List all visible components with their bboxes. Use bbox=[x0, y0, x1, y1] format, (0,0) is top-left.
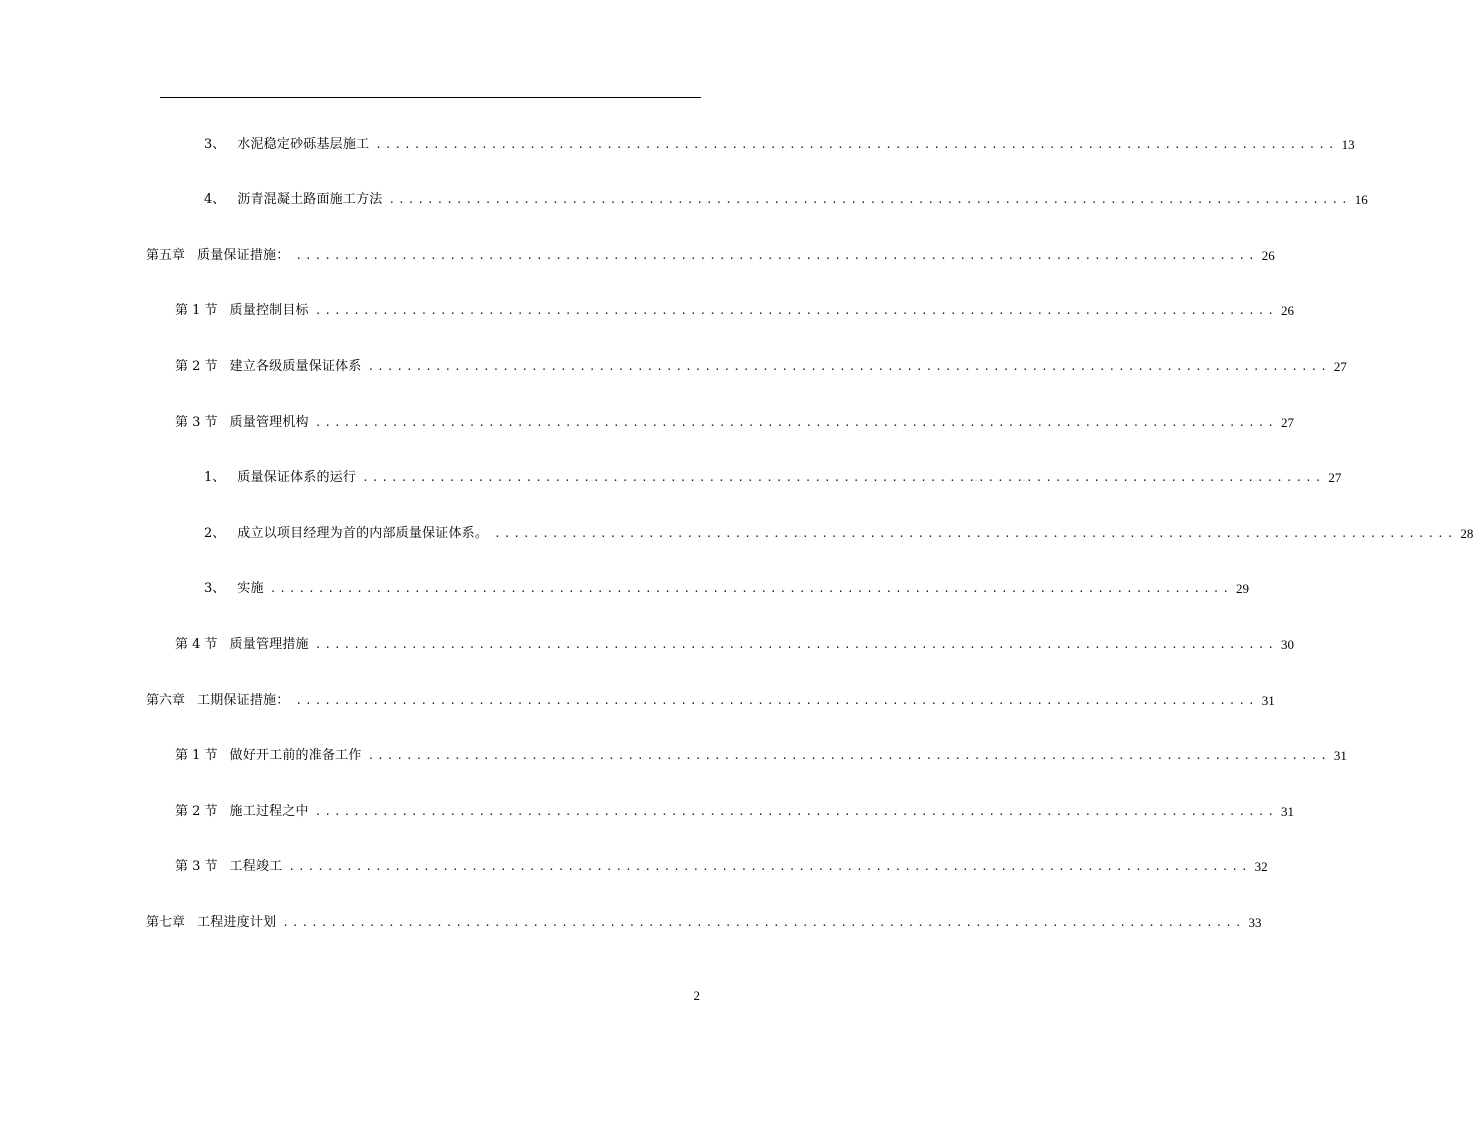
toc-dot-leader: .................................................................................................... bbox=[362, 471, 1325, 484]
toc-entry-number: 第 2 节 bbox=[175, 359, 218, 374]
toc-entry-number: 4、 bbox=[204, 192, 226, 207]
toc-entry-title: 实施 bbox=[237, 581, 264, 596]
toc-entry[interactable] bbox=[204, 579, 1249, 599]
toc-dot-leader: .................................................................................................... bbox=[269, 582, 1232, 595]
toc-entry-page: 31 bbox=[1261, 693, 1275, 708]
toc-dot-leader: .................................................................................................... bbox=[295, 249, 1258, 262]
toc-entry-number: 第 1 节 bbox=[175, 748, 218, 763]
toc-entry-title: 工期保证措施： bbox=[197, 693, 290, 708]
toc-entry-page: 27 bbox=[1281, 415, 1295, 430]
toc-entry-number: 第六章 bbox=[146, 693, 186, 708]
toc-entry-page: 29 bbox=[1235, 581, 1249, 596]
toc-entry[interactable] bbox=[175, 413, 1295, 433]
toc-entry-title: 质量保证措施： bbox=[197, 248, 290, 263]
page-number: 2 bbox=[693, 988, 700, 1003]
toc-entry-title: 工程进度计划 bbox=[197, 915, 277, 930]
toc-entry[interactable] bbox=[146, 691, 1275, 711]
toc-dot-leader: .................................................................................................... bbox=[314, 638, 1278, 651]
toc-entry-title: 水泥稳定砂砾基层施工 bbox=[237, 137, 370, 152]
toc-entry-title: 沥青混凝土路面施工方法 bbox=[237, 192, 383, 207]
toc-entry-title: 质量控制目标 bbox=[229, 303, 309, 318]
toc-entry-page: 31 bbox=[1281, 804, 1295, 819]
toc-entry-page: 28 bbox=[1460, 526, 1473, 541]
toc-entry-page: 33 bbox=[1248, 915, 1262, 930]
toc-entry-page: 27 bbox=[1328, 470, 1342, 485]
toc-entry-title: 质量管理措施 bbox=[229, 637, 309, 652]
toc-dot-leader: .................................................................................................... bbox=[388, 193, 1351, 206]
toc-dot-leader: .................................................................................................... bbox=[375, 138, 1338, 151]
toc-dot-leader: .................................................................................................... bbox=[494, 527, 1457, 540]
toc-entry-page: 32 bbox=[1254, 859, 1268, 874]
toc-entry-number: 第 4 节 bbox=[175, 637, 218, 652]
toc-entry-page: 26 bbox=[1281, 303, 1295, 318]
toc-entry[interactable] bbox=[175, 802, 1295, 822]
toc-entry-page: 31 bbox=[1333, 748, 1347, 763]
toc-entry[interactable] bbox=[204, 524, 1473, 544]
toc-entry-title: 质量保证体系的运行 bbox=[237, 470, 357, 485]
toc-entry-number: 第 3 节 bbox=[175, 859, 218, 874]
toc-entry[interactable] bbox=[175, 357, 1347, 377]
toc-entry-title: 施工过程之中 bbox=[229, 804, 309, 819]
toc-entry[interactable] bbox=[204, 190, 1368, 210]
toc-entry-title: 工程竣工 bbox=[229, 859, 283, 874]
toc-entry[interactable] bbox=[175, 857, 1268, 877]
toc-entry-number: 3、 bbox=[204, 581, 226, 596]
toc-entry[interactable] bbox=[175, 301, 1295, 321]
toc-dot-leader: .................................................................................................... bbox=[295, 694, 1258, 707]
toc-dot-leader: .................................................................................................... bbox=[314, 304, 1278, 317]
toc-entry-page: 13 bbox=[1341, 137, 1355, 152]
toc-entry-number: 第 1 节 bbox=[175, 303, 218, 318]
toc-entry-page: 30 bbox=[1281, 637, 1295, 652]
toc-dot-leader: .................................................................................................... bbox=[282, 916, 1245, 929]
toc-entry[interactable] bbox=[204, 135, 1355, 155]
toc-entry-number: 3、 bbox=[204, 137, 226, 152]
toc-entry-title: 成立以项目经理为首的内部质量保证体系。 bbox=[237, 526, 489, 541]
toc-entry[interactable] bbox=[204, 468, 1342, 488]
toc-dot-leader: .................................................................................................... bbox=[367, 749, 1330, 762]
toc-entry-title: 建立各级质量保证体系 bbox=[229, 359, 362, 374]
toc-dot-leader: .................................................................................................... bbox=[314, 805, 1278, 818]
toc-entry-number: 2、 bbox=[204, 526, 226, 541]
toc-entry-page: 27 bbox=[1333, 359, 1347, 374]
toc-entry-number: 第 2 节 bbox=[175, 804, 218, 819]
toc-dot-leader: .................................................................................................... bbox=[314, 416, 1278, 429]
toc-entry-number: 第七章 bbox=[146, 915, 186, 930]
toc-entry[interactable] bbox=[175, 746, 1347, 766]
toc-entry-title: 做好开工前的准备工作 bbox=[229, 748, 362, 763]
toc-entry-page: 26 bbox=[1261, 248, 1275, 263]
toc-dot-leader: .................................................................................................... bbox=[367, 360, 1330, 373]
toc-entry-number: 1、 bbox=[204, 470, 226, 485]
toc-dot-leader: .................................................................................................... bbox=[288, 860, 1251, 873]
toc-entry[interactable] bbox=[175, 635, 1295, 655]
toc-entry[interactable] bbox=[146, 246, 1275, 266]
toc-entry[interactable] bbox=[146, 913, 1262, 933]
toc-entry-number: 第 3 节 bbox=[175, 415, 218, 430]
toc-entry-title: 质量管理机构 bbox=[229, 415, 309, 430]
toc-entry-number: 第五章 bbox=[146, 248, 186, 263]
toc-entry-page: 16 bbox=[1354, 192, 1368, 207]
